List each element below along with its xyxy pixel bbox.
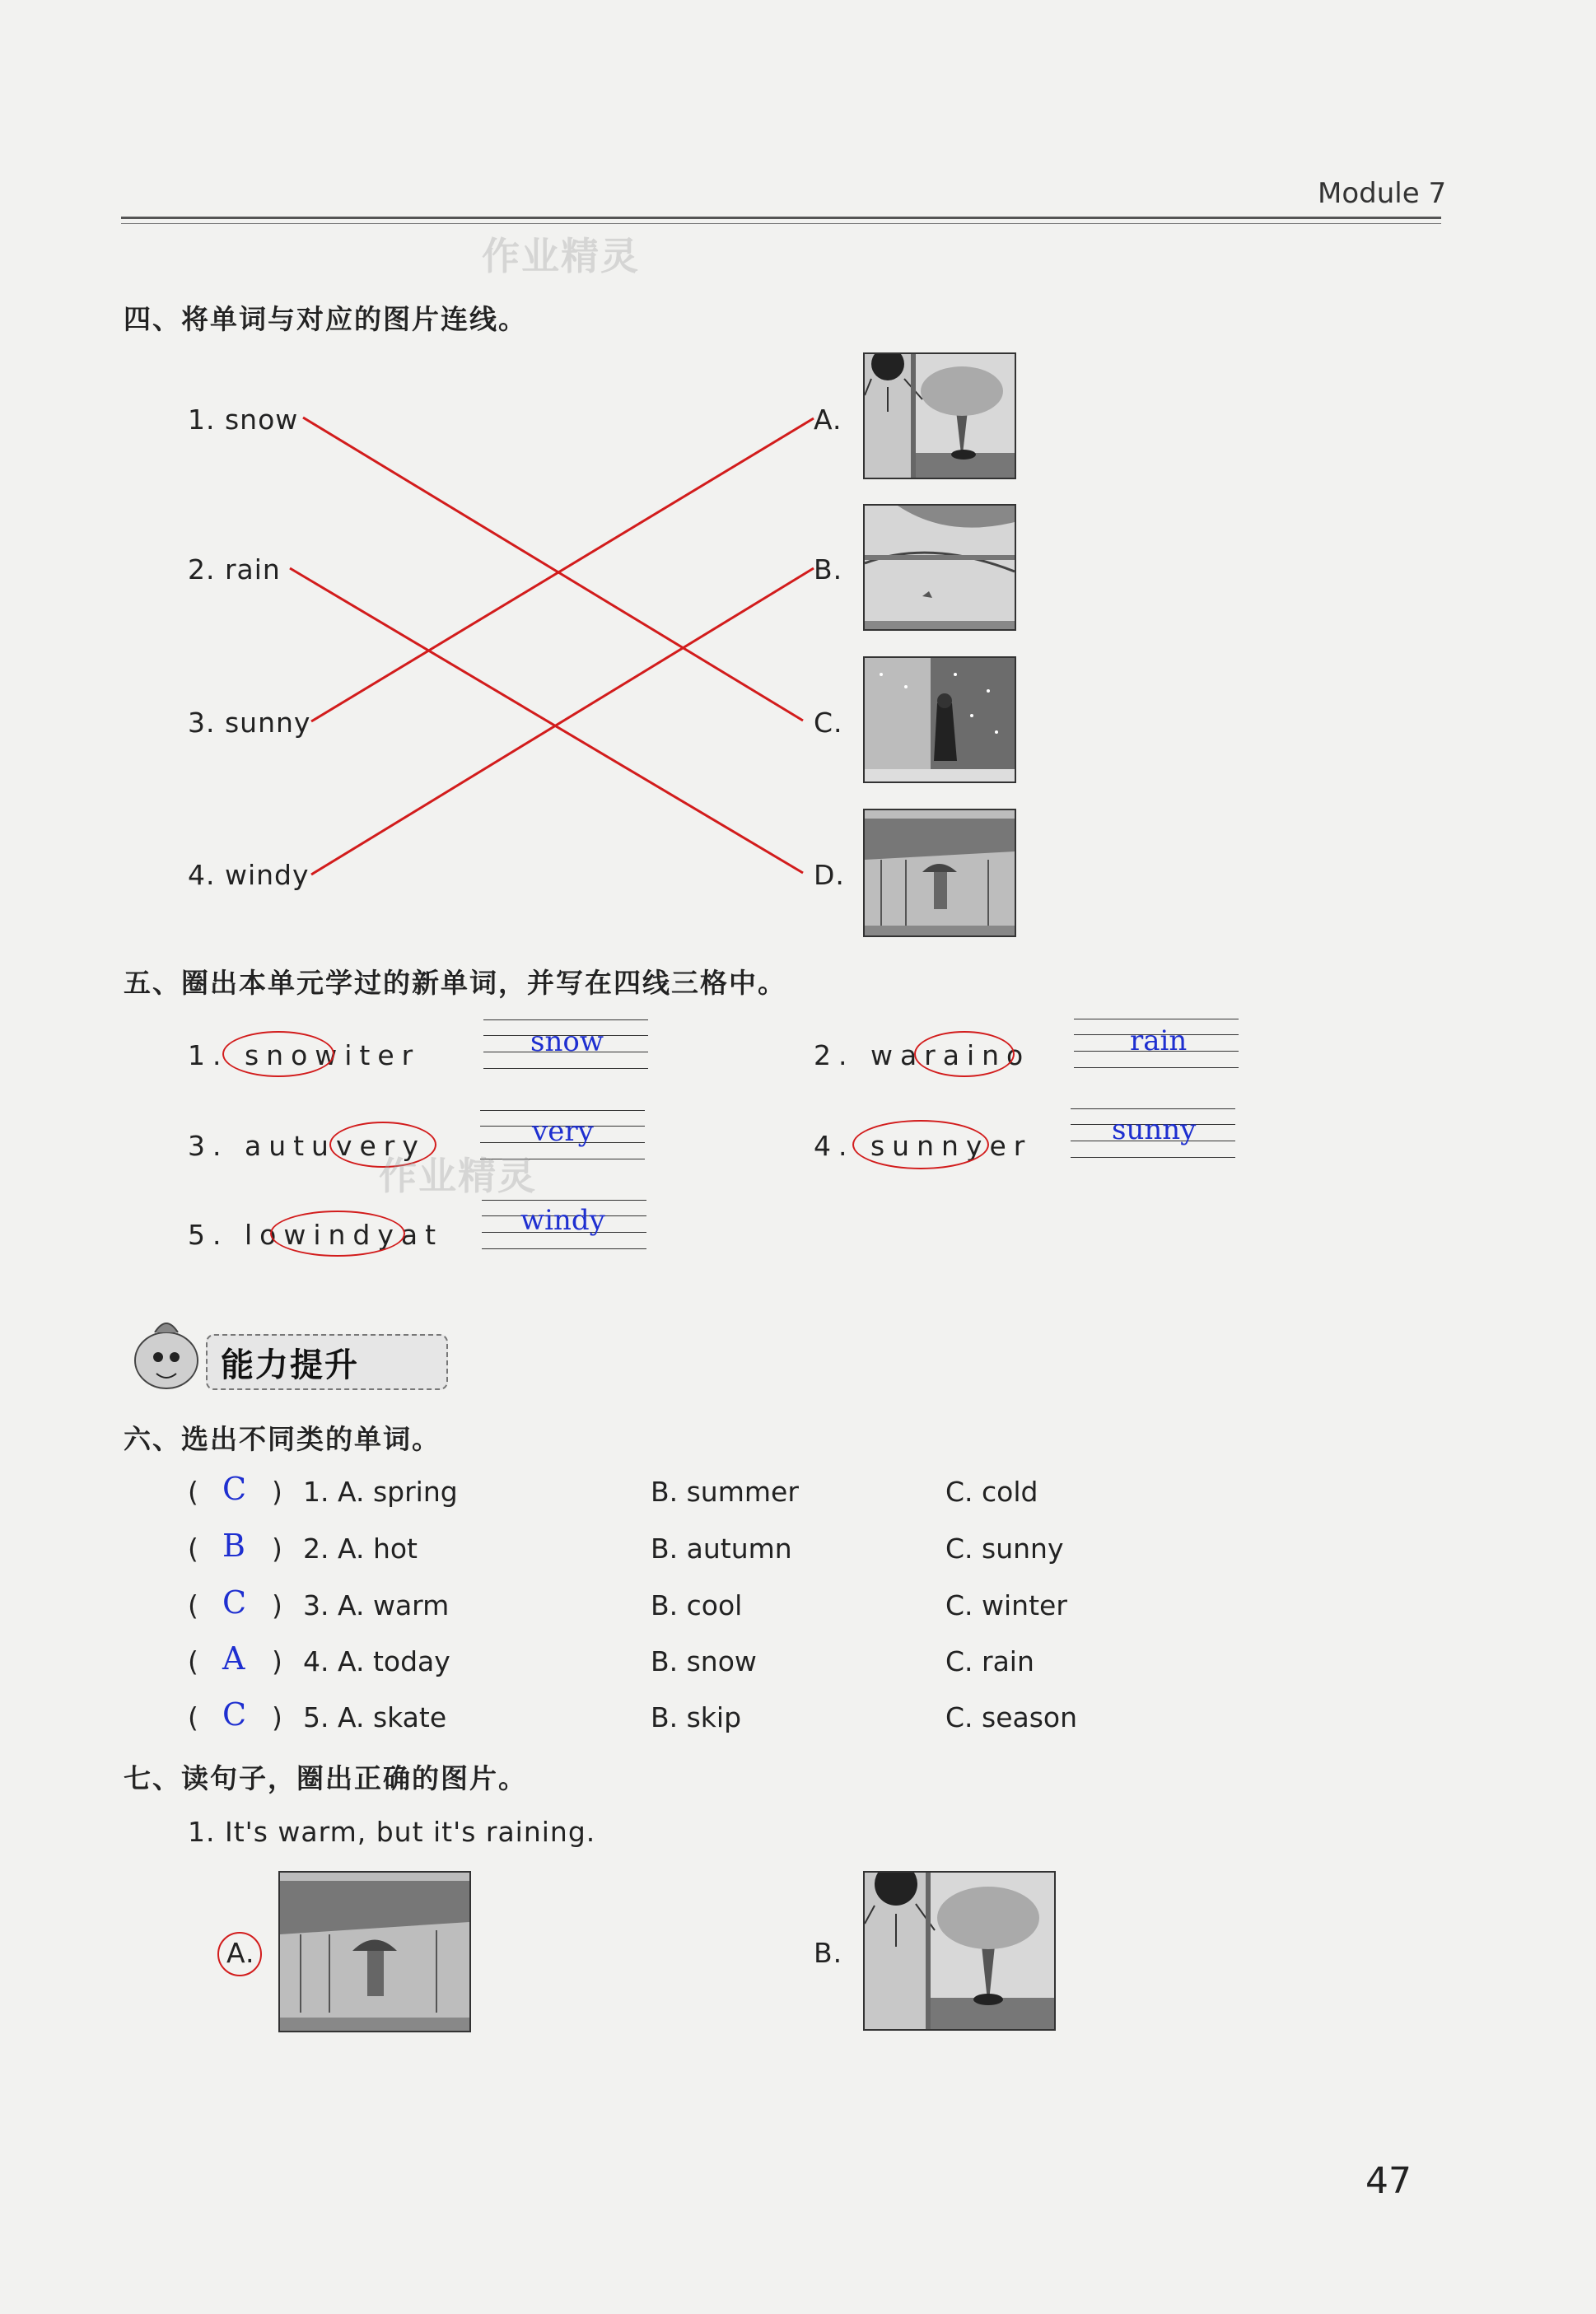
paren: ( xyxy=(188,1476,198,1508)
section5-title: 五、圈出本单元学过的新单词，并写在四线三格中。 xyxy=(124,967,786,999)
choice-c-2: C. sunny xyxy=(945,1533,1064,1565)
answer-2: rain xyxy=(1130,1024,1188,1057)
choice-answer-5: C xyxy=(222,1696,247,1733)
choice-answer-2: B xyxy=(222,1528,245,1564)
picture-sunny xyxy=(863,352,1016,479)
paren: ) xyxy=(272,1589,282,1621)
picture-rain xyxy=(863,809,1016,937)
sentence-1: 1. It's warm, but it's raining. xyxy=(188,1816,596,1848)
choice-c-3: C. winter xyxy=(945,1589,1067,1621)
banner-title: 能力提升 xyxy=(221,1346,359,1384)
choice-a-3: 3. A. warm xyxy=(303,1589,450,1621)
match-word-1: 1. snow xyxy=(188,404,299,436)
choice-c-1: C. cold xyxy=(945,1476,1038,1508)
wordsearch-4: 4. sunnyer xyxy=(814,1130,1033,1162)
mascot-icon xyxy=(124,1309,214,1400)
choice-b-1: B. summer xyxy=(651,1476,799,1508)
section4-title: 四、将单词与对应的图片连线。 xyxy=(124,303,527,335)
choice-answer-1: C xyxy=(222,1471,247,1507)
option-a-picture xyxy=(278,1871,471,2032)
answer-1: snow xyxy=(530,1025,604,1058)
choice-b-5: B. skip xyxy=(651,1701,742,1733)
match-letter-d: D. xyxy=(814,859,845,891)
choice-answer-4: A xyxy=(222,1640,245,1677)
match-line-4 xyxy=(311,568,814,875)
wordsearch-2: 2. waraino xyxy=(814,1039,1031,1071)
match-word-4: 4. windy xyxy=(188,859,310,891)
circle-mark-4 xyxy=(852,1120,989,1169)
match-line-1 xyxy=(303,418,803,721)
paren: ( xyxy=(188,1589,198,1621)
choice-a-1: 1. A. spring xyxy=(303,1476,458,1508)
section6-title: 六、选出不同类的单词。 xyxy=(124,1423,441,1455)
match-lines xyxy=(0,0,1596,906)
choice-a-2: 2. A. hot xyxy=(303,1533,418,1565)
option-b-label: B. xyxy=(814,1937,843,1969)
paren: ) xyxy=(272,1701,282,1733)
module-label: Module 7 xyxy=(1318,177,1447,210)
choice-b-3: B. cool xyxy=(651,1589,743,1621)
circle-mark-2 xyxy=(914,1031,1015,1077)
section7-title: 七、读句子，圈出正确的图片。 xyxy=(124,1762,527,1794)
watermark-2: 作业精灵 xyxy=(379,1154,537,1198)
choice-c-5: C. season xyxy=(945,1701,1078,1733)
page-number: 47 xyxy=(1365,2160,1412,2202)
match-letter-a: A. xyxy=(814,404,842,436)
match-line-2 xyxy=(290,568,803,873)
answer-4: sunny xyxy=(1112,1113,1197,1146)
choice-c-4: C. rain xyxy=(945,1645,1034,1677)
match-letter-c: C. xyxy=(814,707,843,739)
match-word-2: 2. rain xyxy=(188,553,281,585)
answer-5: windy xyxy=(520,1204,605,1237)
watermark: 作业精灵 xyxy=(482,234,640,278)
circle-mark-5 xyxy=(270,1211,405,1257)
paren: ( xyxy=(188,1645,198,1677)
paren: ) xyxy=(272,1645,282,1677)
choice-b-2: B. autumn xyxy=(651,1533,792,1565)
match-word-3: 3. sunny xyxy=(188,707,311,739)
wordsearch-3: 3. autuvery xyxy=(188,1130,426,1162)
match-line-3 xyxy=(311,418,814,721)
answer-3: very xyxy=(532,1115,594,1148)
paren: ( xyxy=(188,1701,198,1733)
option-b-picture xyxy=(863,1871,1056,2031)
paren: ) xyxy=(272,1533,282,1565)
match-letter-b: B. xyxy=(814,553,843,585)
paren: ( xyxy=(188,1533,198,1565)
wordsearch-1: 1. snowiter xyxy=(188,1039,421,1071)
picture-windy xyxy=(863,504,1016,631)
choice-b-4: B. snow xyxy=(651,1645,757,1677)
choice-a-5: 5. A. skate xyxy=(303,1701,447,1733)
circle-mark-1 xyxy=(222,1031,334,1077)
option-a-label: A. xyxy=(226,1937,255,1969)
wordsearch-5: 5. lowindyat xyxy=(188,1219,444,1251)
choice-answer-3: C xyxy=(222,1584,247,1621)
paren: ) xyxy=(272,1476,282,1508)
choice-a-4: 4. A. today xyxy=(303,1645,450,1677)
picture-snow xyxy=(863,656,1016,783)
